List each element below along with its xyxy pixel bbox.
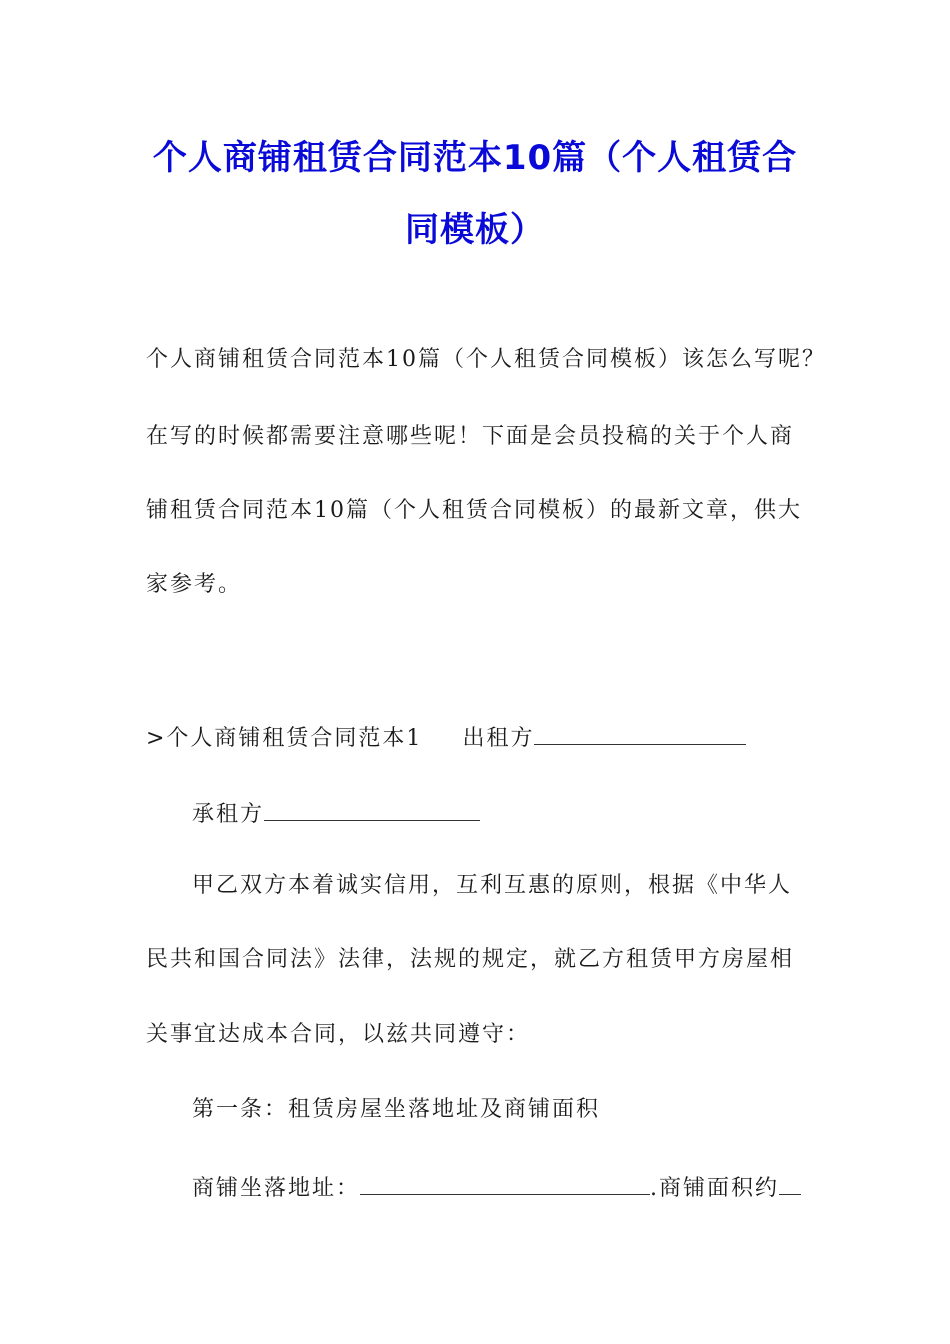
intro-line-3: 铺租赁合同范本10篇（个人租赁合同模板）的最新文章，供大 (146, 498, 802, 523)
contract-heading-row (146, 720, 746, 754)
para1-line-3: 关事宜达成本合同，以兹共同遵守： (146, 1022, 531, 1047)
para1-line-1: 甲乙双方本着诚实信用，互利互惠的原则，根据《中华人 (192, 873, 793, 898)
lessee-label: 承租方 (192, 802, 265, 827)
lessor-label: 出租方 (462, 726, 535, 751)
lessor-blank (534, 720, 746, 745)
address-blank (360, 1170, 650, 1195)
intro-line-1: 个人商铺租赁合同范本10篇（个人租赁合同模板）该怎么写呢？ (146, 347, 826, 372)
contract-heading: >个人商铺租赁合同范本1 (146, 726, 423, 751)
address-label: 商铺坐落地址： (192, 1176, 361, 1201)
area-label: .商铺面积约 (650, 1176, 780, 1201)
area-blank (779, 1170, 801, 1195)
intro-line-4: 家参考。 (146, 572, 243, 597)
address-row (192, 1170, 801, 1204)
lessee-blank (264, 796, 480, 821)
document-title-line-2: 同模板） (405, 210, 545, 250)
article-1-heading: 第一条：租赁房屋坐落地址及商铺面积 (192, 1097, 601, 1122)
para1-line-2: 民共和国合同法》法律，法规的规定，就乙方租赁甲方房屋相 (146, 947, 795, 972)
document-title-line-1: 个人商铺租赁合同范本10篇（个人租赁合 (152, 138, 798, 178)
lessee-row (192, 796, 480, 830)
intro-line-2: 在写的时候都需要注意哪些呢！下面是会员投稿的关于个人商 (146, 424, 795, 449)
